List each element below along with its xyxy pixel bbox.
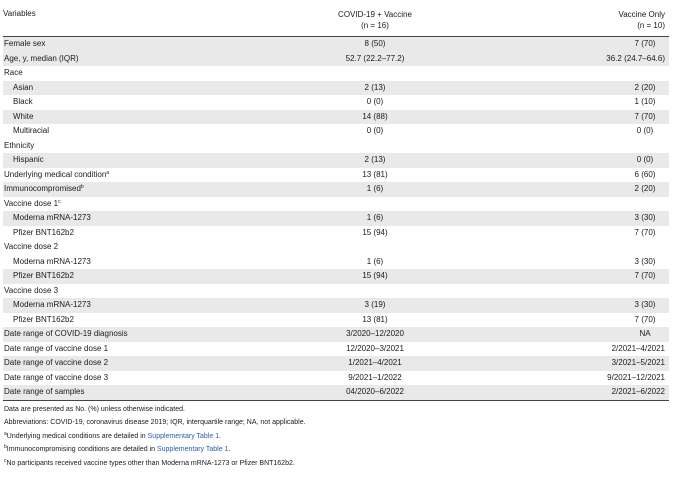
row-label-text: Age, y, median (IQR): [4, 53, 79, 63]
row-label: [13, 211, 91, 226]
note-c-marker: c: [4, 457, 7, 464]
covid-vaccine-value: 13 (81): [362, 314, 388, 324]
vaccine-only-cell: [545, 52, 665, 67]
covid-vaccine-value: 3/2020–12/2020: [346, 329, 404, 338]
table-row: [3, 139, 669, 154]
vaccine-only-cell: [545, 139, 665, 154]
vaccine-only-value: 2/2021–4/2021: [611, 343, 665, 353]
note-b-end: .: [228, 446, 231, 453]
table-row: [3, 182, 669, 197]
row-label-text: Multiracial: [13, 126, 50, 135]
covid-vaccine-value: 15 (94): [362, 227, 388, 237]
footnote-marker: b: [80, 184, 84, 190]
vaccine-only-header: [545, 9, 665, 31]
vaccine-only-cell: [545, 182, 665, 197]
covid-vaccine-header: [290, 9, 460, 31]
vaccine-only-cell: [545, 197, 665, 212]
row-label-text: Moderna mRNA-1273: [13, 256, 91, 266]
row-label: [13, 269, 74, 284]
row-label-text: Moderna mRNA-1273: [13, 213, 91, 222]
vaccine-only-value: 7 (70): [634, 227, 656, 237]
vaccine-only-value: 2 (20): [634, 82, 656, 92]
row-label: [4, 356, 108, 371]
vaccine-only-value: 7 (70): [634, 111, 656, 121]
row-label-text: Date range of vaccine dose 3: [4, 372, 109, 382]
vaccine-only-value: 1 (10): [634, 97, 656, 106]
covid-vaccine-value: 2 (13): [364, 82, 386, 92]
footnote-marker: c: [58, 198, 61, 205]
row-label: [13, 313, 74, 328]
vaccine-only-cell: [545, 226, 665, 241]
note-c: [4, 457, 669, 471]
table-row: [3, 327, 669, 342]
row-label-text: Immunocompromised: [4, 184, 81, 193]
row-label: [4, 52, 79, 67]
row-label: [4, 240, 58, 255]
covid-vaccine-value: 8 (50): [364, 39, 386, 48]
vaccine-only-cell: [545, 110, 665, 125]
table-row: [3, 168, 669, 183]
vaccine-only-value: 3 (30): [634, 213, 656, 222]
footnote-marker: a: [106, 169, 110, 176]
covid-vaccine-value: 9/2021–1/2022: [348, 372, 402, 382]
table-bottom-rule: [3, 400, 669, 401]
vaccine-only-cell: [545, 240, 665, 255]
table-row: [3, 211, 669, 226]
covid-vaccine-value: 1 (6): [366, 256, 384, 266]
table-notes: [3, 403, 669, 471]
note-b-marker: b: [4, 444, 7, 450]
row-label: [4, 182, 84, 197]
row-label: [4, 342, 108, 357]
table-row: [3, 37, 669, 52]
vaccine-only-header-n: (n = 10): [637, 21, 665, 30]
vaccine-only-cell: [545, 37, 665, 52]
row-label: [4, 37, 45, 52]
vaccine-only-cell: [545, 124, 665, 139]
row-label-text: Vaccine dose 2: [4, 242, 59, 251]
vaccine-only-cell: [545, 342, 665, 357]
table-row: [3, 342, 669, 357]
covid-vaccine-value: 1 (6): [366, 184, 384, 193]
vaccine-only-value: 7 (70): [634, 39, 656, 48]
row-label: [13, 110, 33, 125]
covid-vaccine-header-title: COVID-19 + Vaccine: [338, 10, 412, 19]
row-label-text: Date range of vaccine dose 1: [4, 343, 109, 353]
vaccine-only-value: 9/2021–12/2021: [607, 372, 665, 382]
row-label-text: Ethnicity: [4, 140, 35, 150]
covid-vaccine-value: 13 (81): [362, 169, 388, 179]
vaccine-only-value: 2/2021–6/2022: [611, 387, 665, 396]
table-row: [3, 356, 669, 371]
note-a-end: .: [219, 432, 222, 440]
row-label: [4, 66, 23, 81]
row-label: [13, 226, 74, 241]
vaccine-only-cell: [545, 66, 665, 81]
table-row: [3, 313, 669, 328]
vaccine-only-cell: [545, 95, 665, 110]
row-label-text: Asian: [13, 82, 34, 92]
table-header: [3, 7, 669, 37]
vaccine-only-value: NA: [639, 329, 651, 338]
note-data-format: Data are presented as No. (%) unless otherwise indicated.: [4, 405, 185, 413]
vaccine-only-cell: [545, 269, 665, 284]
covid-vaccine-header-n: (n = 16): [361, 21, 389, 30]
covid-vaccine-value: 0 (0): [366, 126, 384, 135]
row-label-text: Underlying medical condition: [4, 169, 107, 179]
row-label: [13, 95, 33, 110]
vaccine-only-value: 3 (30): [634, 256, 656, 266]
note-abbreviations: Abbreviations: COVID-19, coronavirus disease 2019; IQR, interquartile range; NA, not applicable.: [4, 419, 306, 426]
vaccine-only-cell: [545, 255, 665, 270]
row-label-text: Moderna mRNA-1273: [13, 300, 91, 309]
covid-vaccine-value: 15 (94): [362, 271, 388, 280]
covid-vaccine-value: 14 (88): [362, 111, 388, 121]
table-body: [3, 37, 669, 400]
row-label: [4, 385, 85, 400]
table-row: [3, 153, 669, 168]
covid-vaccine-value: 04/2020–6/2022: [346, 387, 404, 396]
note-c-text: No participants received vaccine types other than Moderna mRNA-1273 or Pfizer BNT162b2.: [6, 459, 295, 467]
table-row: [3, 226, 669, 241]
table-row: [3, 66, 669, 81]
vaccine-only-value: 3 (30): [634, 300, 656, 309]
vaccine-only-value: 36.2 (24.7–64.6): [606, 53, 665, 63]
covid-vaccine-value: 0 (0): [366, 97, 384, 106]
vaccine-only-value: 3/2021–5/2021: [611, 358, 665, 367]
row-label-text: Black: [13, 97, 33, 106]
row-label-text: Pfizer BNT162b2: [13, 314, 74, 324]
covid-vaccine-value: 12/2020–3/2021: [346, 343, 404, 353]
row-label-text: Vaccine dose 3: [4, 285, 59, 295]
vaccine-only-value: 0 (0): [636, 126, 654, 135]
table-row: [3, 240, 669, 255]
vaccine-only-cell: [545, 284, 665, 299]
vaccine-only-cell: [545, 168, 665, 183]
vaccine-only-header-title: Vaccine Only: [618, 10, 665, 19]
covid-vaccine-value: 1 (6): [366, 213, 384, 222]
table-row: [3, 255, 669, 270]
row-label: [4, 327, 128, 342]
vaccine-only-cell: [545, 153, 665, 168]
vaccine-only-cell: [545, 81, 665, 96]
row-label-text: Female sex: [4, 39, 46, 48]
row-label-text: Pfizer BNT162b2: [13, 271, 74, 280]
covid-vaccine-value: 1/2021–4/2021: [348, 358, 402, 367]
row-label: [13, 81, 33, 96]
covid-vaccine-value: 2 (13): [364, 155, 386, 164]
vaccine-only-cell: [545, 313, 665, 328]
variables-header: Variables: [3, 9, 36, 18]
table-row: [3, 81, 669, 96]
table-row: [3, 52, 669, 67]
row-label: [13, 124, 49, 139]
vaccine-only-cell: [545, 371, 665, 386]
vaccine-only-value: 7 (70): [634, 271, 656, 280]
note-b: [4, 443, 669, 457]
row-label: [4, 371, 108, 386]
row-label-text: Race: [4, 68, 23, 77]
table-row: [3, 371, 669, 386]
note-a-link[interactable]: Supplementary Table 1: [147, 432, 220, 440]
table-row: [3, 269, 669, 284]
row-label-text: Pfizer BNT162b2: [13, 227, 74, 237]
vaccine-only-cell: [545, 356, 665, 371]
row-label: [13, 153, 44, 168]
vaccine-only-cell: [545, 327, 665, 342]
row-label-text: Date range of vaccine dose 2: [4, 358, 109, 367]
row-label-text: Vaccine dose 1: [4, 198, 59, 208]
row-label: [4, 284, 58, 299]
vaccine-only-cell: [545, 211, 665, 226]
table-row: [3, 110, 669, 125]
row-label: [13, 298, 91, 313]
row-label: [4, 197, 61, 212]
row-label-text: Date range of samples: [4, 387, 85, 396]
row-label: [4, 168, 109, 183]
table-row: [3, 95, 669, 110]
demographics-table: [3, 7, 669, 470]
vaccine-only-value: 6 (60): [634, 169, 656, 179]
row-label-text: White: [13, 111, 34, 121]
row-label: [4, 139, 34, 154]
vaccine-only-value: 2 (20): [634, 184, 656, 193]
vaccine-only-cell: [545, 298, 665, 313]
row-label-text: Date range of COVID-19 diagnosis: [4, 329, 128, 338]
row-label: [13, 255, 91, 270]
table-row: [3, 124, 669, 139]
note-a: [4, 430, 669, 444]
table-row: [3, 385, 669, 400]
table-row: [3, 298, 669, 313]
vaccine-only-value: 0 (0): [636, 155, 654, 164]
note-a-marker: a: [4, 430, 7, 437]
note-b-text: Immunocompromising conditions are detailed in: [6, 446, 157, 453]
covid-vaccine-value: 3 (19): [364, 300, 386, 309]
covid-vaccine-value: 52.7 (22.2–77.2): [345, 53, 405, 63]
vaccine-only-value: 7 (70): [634, 314, 656, 324]
note-a-text: Underlying medical conditions are detailed in: [6, 432, 148, 440]
vaccine-only-cell: [545, 385, 665, 400]
row-label-text: Hispanic: [13, 155, 44, 164]
note-b-link[interactable]: Supplementary Table 1: [156, 446, 229, 453]
table-row: [3, 284, 669, 299]
table-row: [3, 197, 669, 212]
